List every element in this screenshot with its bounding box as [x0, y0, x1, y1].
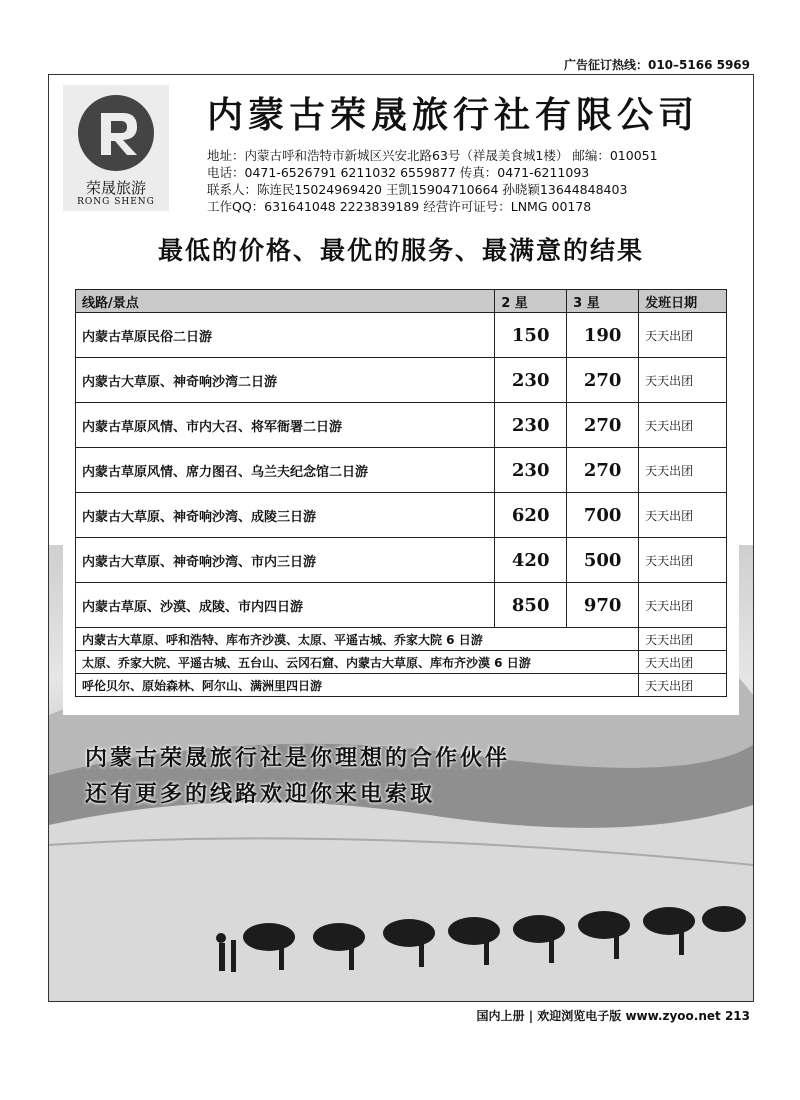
partner-line-2: 还有更多的线路欢迎你来电索取	[85, 782, 436, 807]
advertisement-frame	[48, 74, 754, 1002]
price-2-star: 420	[495, 538, 567, 583]
price-3-star: 700	[567, 493, 639, 538]
route-cell: 内蒙古草原风情、席力图召、乌兰夫纪念馆二日游	[76, 448, 495, 493]
company-name: 内蒙古荣晟旅行社有限公司	[207, 95, 700, 136]
schedule-cell: 天天出团	[639, 448, 727, 493]
price-3-star: 970	[567, 583, 639, 628]
slogan: 最低的价格、最优的服务、最满意的结果	[157, 236, 644, 265]
header-route: 线路/景点	[76, 290, 495, 313]
table-row	[76, 651, 727, 674]
price-2-star: 850	[495, 583, 567, 628]
qq-license-line: 工作QQ：631641048 2223839189 经营许可证号：LNMG 00178	[207, 199, 592, 214]
route-price-table	[75, 289, 727, 697]
header-3-star: 3 星	[567, 290, 639, 313]
route-cell: 内蒙古大草原、神奇响沙湾、市内三日游	[76, 538, 495, 583]
table-row	[76, 583, 727, 628]
header-2-star: 2 星	[495, 290, 567, 313]
logo-chinese-name: 荣晟旅游	[85, 179, 146, 197]
price-3-star: 270	[567, 448, 639, 493]
logo-english-name: RONG SHENG	[77, 197, 155, 207]
route-cell: 内蒙古草原、沙漠、成陵、市内四日游	[76, 583, 495, 628]
schedule-cell: 天天出团	[639, 651, 727, 674]
route-price-table-panel	[63, 287, 739, 715]
route-cell: 内蒙古草原风情、市内大召、将军衙署二日游	[76, 403, 495, 448]
schedule-cell: 天天出团	[639, 583, 727, 628]
table-row	[76, 403, 727, 448]
table-row	[76, 628, 727, 651]
table-row	[76, 448, 727, 493]
schedule-cell: 天天出团	[639, 628, 727, 651]
partner-message	[85, 741, 510, 813]
price-2-star: 230	[495, 403, 567, 448]
schedule-cell: 天天出团	[639, 313, 727, 358]
table-row	[76, 538, 727, 583]
ad-hotline: 广告征订热线：010–5166 5969	[563, 58, 750, 72]
table-row	[76, 674, 727, 697]
address-line: 地址：内蒙古呼和浩特市新城区兴安北路63号（祥晟美食城1楼） 邮编：010051	[207, 148, 658, 163]
price-3-star: 190	[567, 313, 639, 358]
price-2-star: 620	[495, 493, 567, 538]
price-2-star: 150	[495, 313, 567, 358]
price-2-star: 230	[495, 448, 567, 493]
phone-line: 电话：0471-6526791 6211032 6559877 传真：0471-6211093	[207, 165, 590, 180]
schedule-cell: 天天出团	[639, 493, 727, 538]
route-cell: 内蒙古草原民俗二日游	[76, 313, 495, 358]
table-row	[76, 358, 727, 403]
contact-person-line: 联系人：陈连民15024969420 王凯15904710664 孙晓颖13644848403	[207, 182, 628, 197]
price-3-star: 270	[567, 403, 639, 448]
schedule-cell: 天天出团	[639, 538, 727, 583]
header-schedule: 发班日期	[639, 290, 727, 313]
company-logo	[63, 85, 169, 211]
table-row	[76, 493, 727, 538]
schedule-cell: 天天出团	[639, 674, 727, 697]
partner-line-1: 内蒙古荣晟旅行社是你理想的合作伙伴	[85, 746, 511, 771]
contact-info	[207, 147, 658, 215]
rong-sheng-logo-icon	[71, 93, 161, 173]
route-cell: 内蒙古大草原、神奇响沙湾二日游	[76, 358, 495, 403]
table-header-row	[76, 290, 727, 313]
page-footer: 国内上册 | 欢迎浏览电子版 www.zyoo.net 213	[476, 1009, 750, 1023]
route-cell: 内蒙古大草原、神奇响沙湾、成陵三日游	[76, 493, 495, 538]
price-3-star: 270	[567, 358, 639, 403]
price-3-star: 500	[567, 538, 639, 583]
route-cell: 太原、乔家大院、平遥古城、五台山、云冈石窟、内蒙古大草原、库布齐沙漠 6 日游	[76, 651, 639, 674]
schedule-cell: 天天出团	[639, 358, 727, 403]
route-cell: 呼伦贝尔、原始森林、阿尔山、满洲里四日游	[76, 674, 639, 697]
price-2-star: 230	[495, 358, 567, 403]
table-row	[76, 313, 727, 358]
schedule-cell: 天天出团	[639, 403, 727, 448]
route-cell: 内蒙古大草原、呼和浩特、库布齐沙漠、太原、平遥古城、乔家大院 6 日游	[76, 628, 639, 651]
